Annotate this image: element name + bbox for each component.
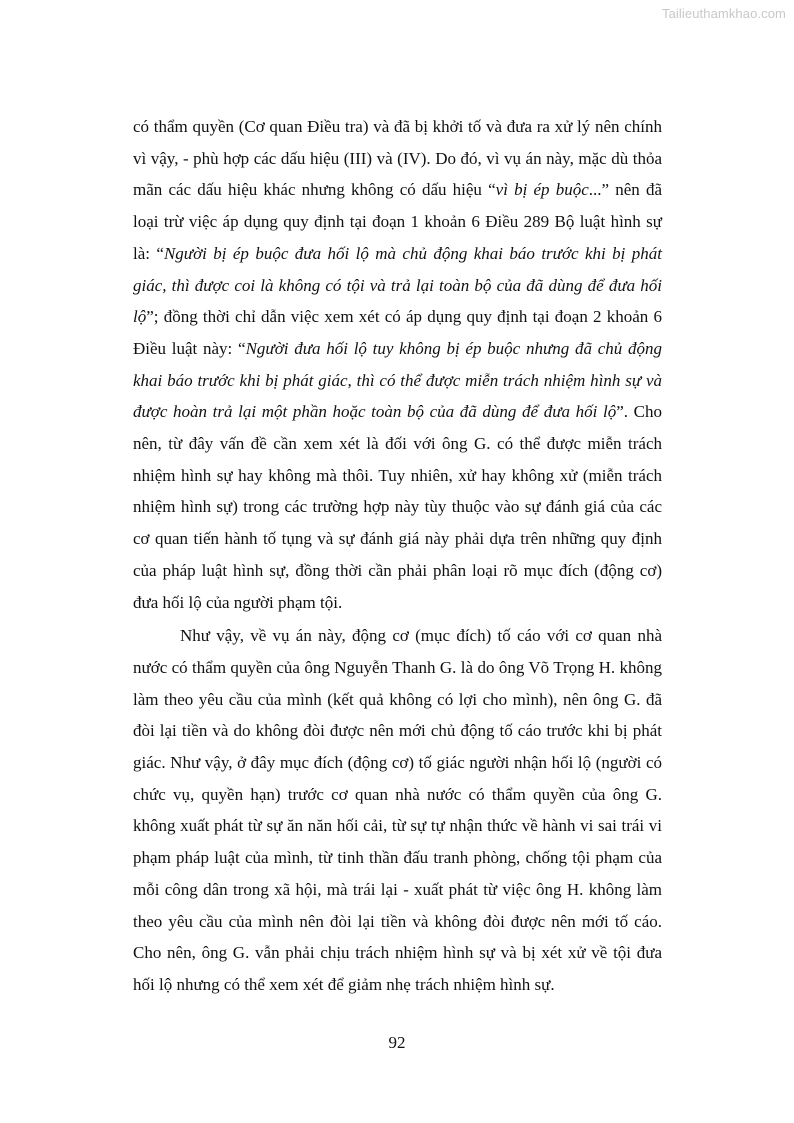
paragraph-1-run-4-italic: Người bị ép buộc đưa hối lộ mà chủ động khai báo trước khi bị phát giác, thì được coi là không có tội và trả lại toàn bộ của đã dùng để đưa hối lộ [133,243,662,327]
watermark-text: Tailieuthamkhao.com [661,6,786,21]
paragraph-1-run-2-italic: vì bị ép buộc [495,180,589,200]
paragraph-1-run-7: ”. Cho nên, từ đây vấn đề cần xem xét là đối với ông G. có thể được miễn trách nhiệm hình sự hay không mà thôi. Tuy nhiên, xử hay không xử (miễn trách nhiệm hình sự) trong các trường hợp này tùy thuộc vào sự đánh giá của các cơ quan tiến hành tố tụng và sự đánh giá này phải dựa trên những quy định của pháp luật hình sự, đồng thời cần phải phân loại rõ mục đích (động cơ) đưa hối lộ của người phạm tội. [133,402,662,612]
paragraph-1-run-5: ”; đồng thời chỉ dẫn việc xem xét có áp dụng quy định tại đoạn 2 khoản 6 Điều luật này: “ [133,307,662,358]
paragraph-1-run-3: ...” nên đã loại trừ việc áp dụng quy định tại đoạn 1 khoản 6 Điều 289 Bộ luật hình sự là: “ [133,180,662,263]
paragraph-2 [133,620,662,1000]
paragraph-2-run-1: Như vậy, về vụ án này, động cơ (mục đích) tố cáo với cơ quan nhà nước có thẩm quyền của ông Nguyễn Thanh G. là do ông Võ Trọng H. không làm theo yêu cầu của mình (kết quả không có lợi cho mình), nên ông G. đã đòi lại tiền và do không đòi được nên mới chủ động tố cáo trước khi bị phát giác. Như vậy, ở đây mục đích (động cơ) tố giác người nhận hối lộ (người có chức vụ, quyền hạn) trước cơ quan nhà nước có thẩm quyền của ông G. không xuất phát từ sự ăn năn hối cải, từ sự tự nhận thức về hành vi sai trái vi phạm pháp luật của mình, từ tinh thần đấu tranh phòng, chống tội phạm của mỗi công dân trong xã hội, mà trái lại - xuất phát từ việc ông H. không làm theo yêu cầu của mình nên đòi lại tiền và không đòi được nên mới tố cáo. Cho nên, ông G. vẫn phải chịu trách nhiệm hình sự và bị xét xử về tội đưa hối lộ nhưng có thể xem xét để giảm nhẹ trách nhiệm hình sự. [133,626,662,994]
paragraph-1-run-1: có thẩm quyền (Cơ quan Điều tra) và đã bị khởi tố và đưa ra xử lý nên chính vì vậy, - phù hợp các dấu hiệu (III) và (IV). Do đó, vì vụ án này, mặc dù thỏa mãn các dấu hiệu khác nhưng không có dấu hiệu “ [133,117,662,200]
paragraph-1-run-6-italic: Người đưa hối lộ tuy không bị ép buộc nhưng đã chủ động khai báo trước khi bị phát giác, thì có thể được miễn trách nhiệm hình sự và được hoàn trả lại một phần hoặc toàn bộ của đã dùng để đưa hối lộ [133,338,662,422]
document-body [133,111,662,1001]
page-number: 92 [388,1033,406,1052]
paragraph-1 [133,111,662,618]
